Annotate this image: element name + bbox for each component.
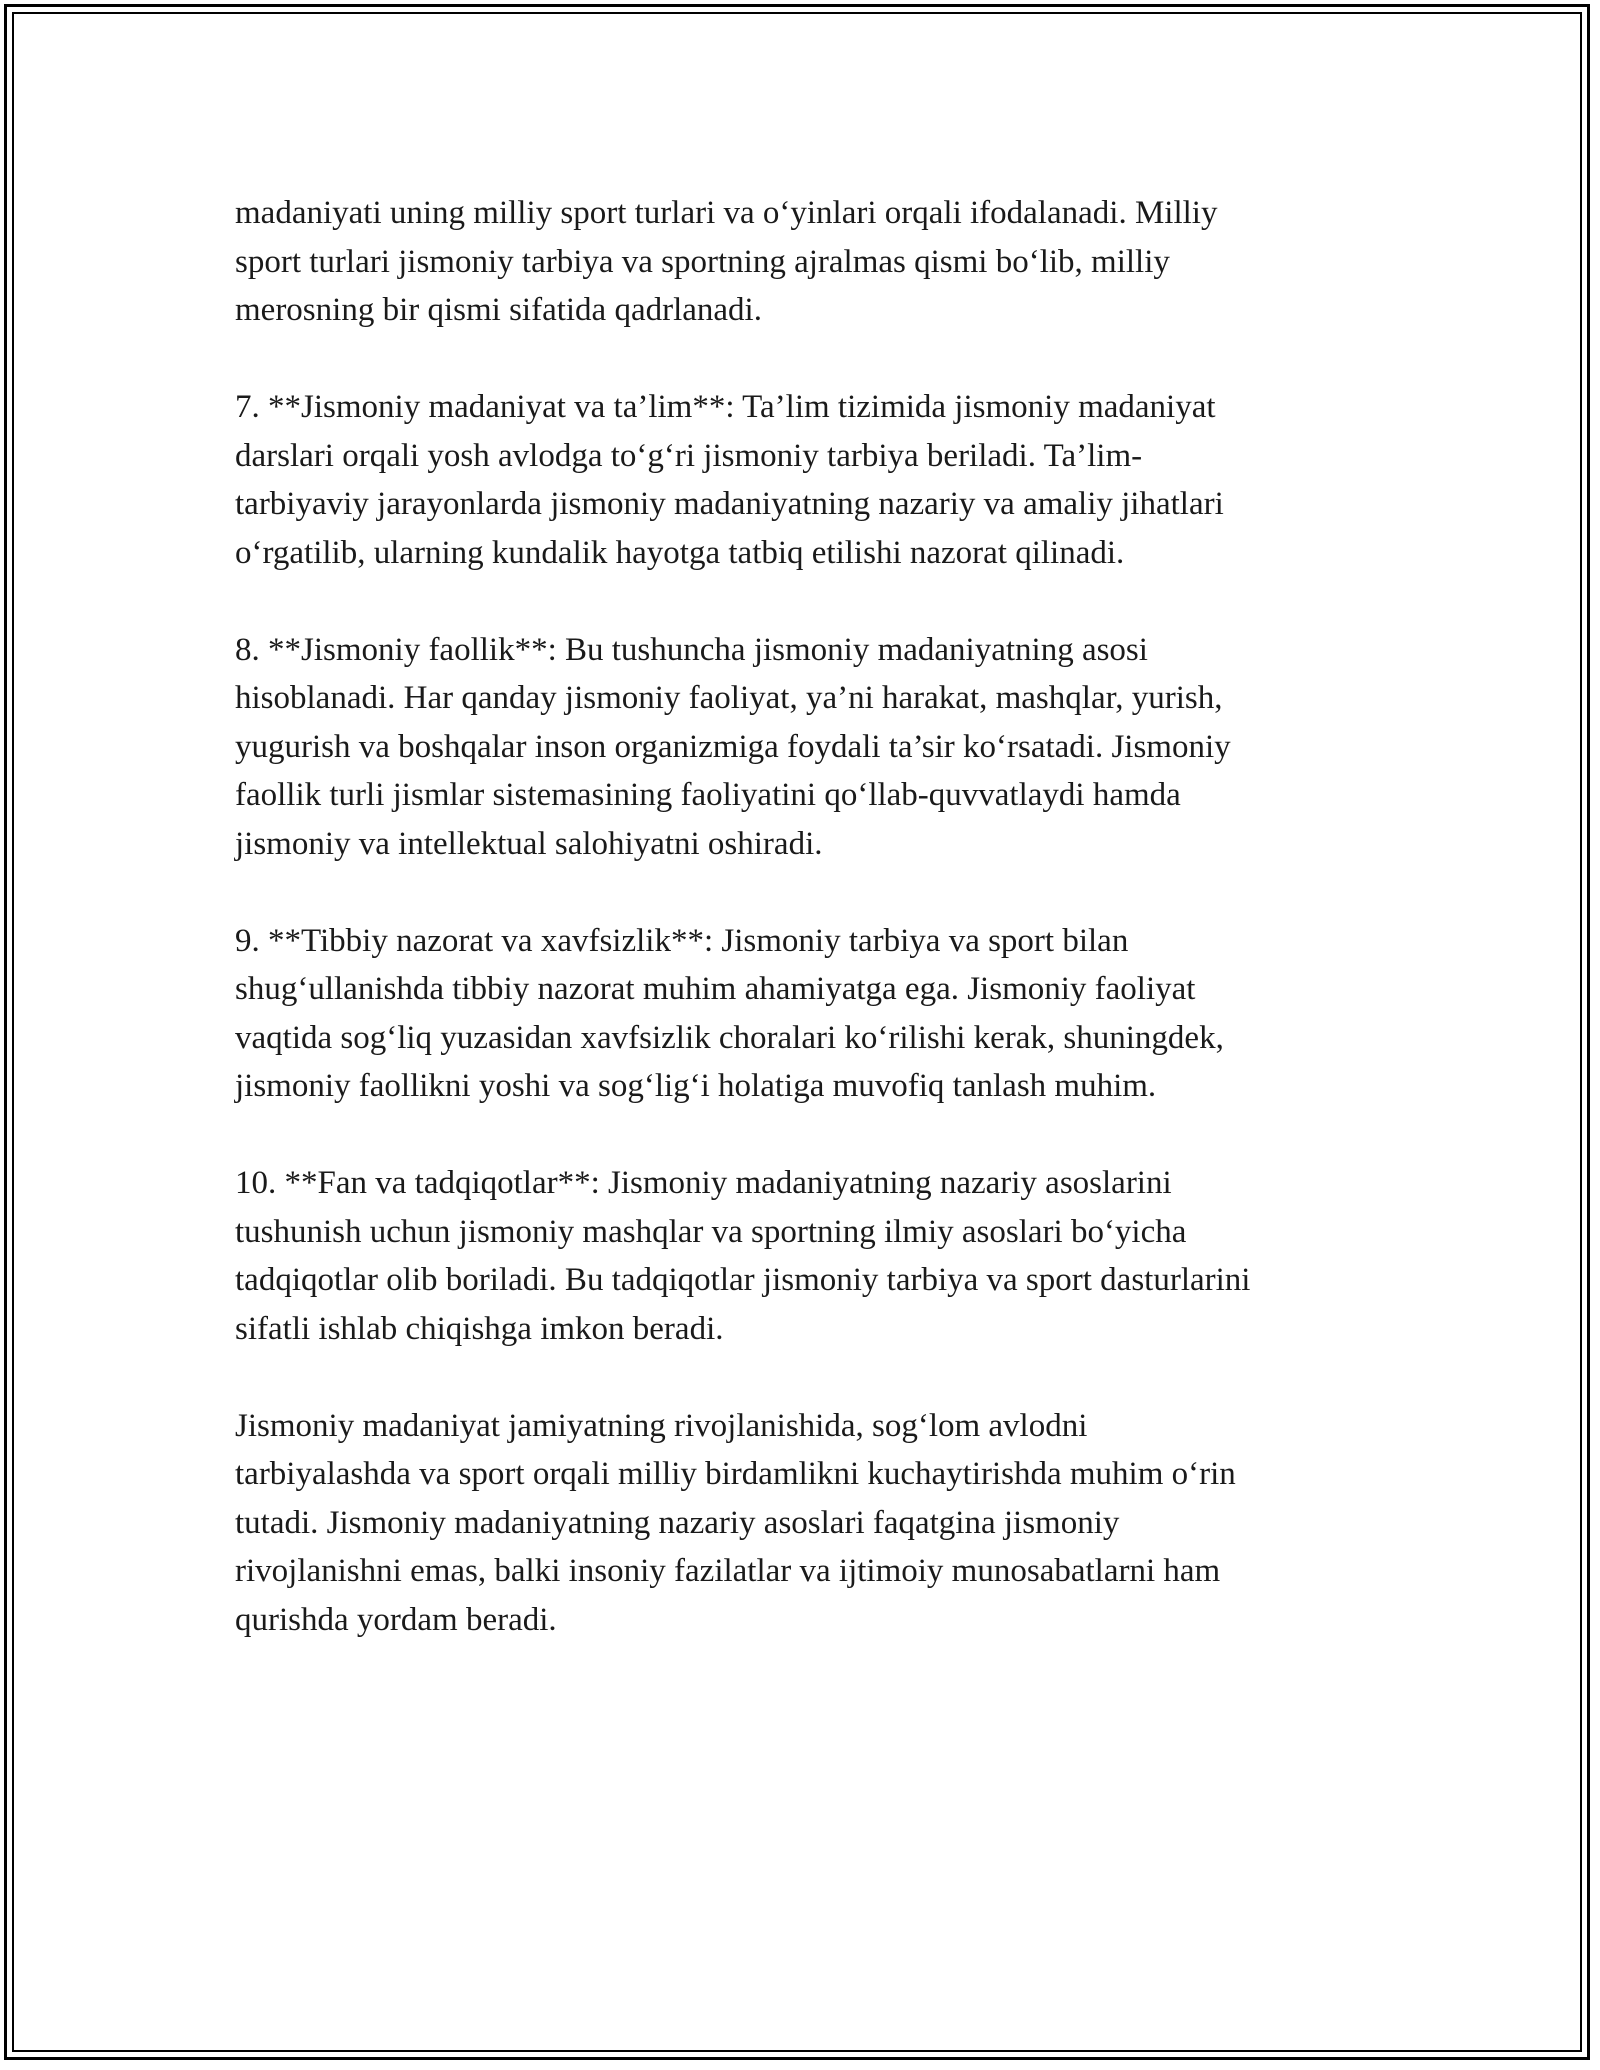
text-line: madaniyati uning milliy sport turlari va o‘yinlari orqali ifodalanadi. Milliy xyxy=(235,195,1218,231)
paragraph-item-9 xyxy=(235,917,1385,1111)
document-body xyxy=(235,189,1385,1693)
text-line: 8. **Jismoniy faollik**: Bu tushuncha jismoniy madaniyatning asosi xyxy=(235,631,1148,668)
text-line: vaqtida sog‘liq yuzasidan xavfsizlik choralari ko‘rilishi kerak, shuningdek, xyxy=(235,1019,1224,1056)
text-line: tadqiqotlar olib boriladi. Bu tadqiqotlar jismoniy tarbiya va sport dasturlarini xyxy=(235,1262,1251,1298)
text-line: o‘rgatilib, ularning kundalik hayotga tatbiq etilishi nazorat qilinadi. xyxy=(235,534,1125,571)
text-line: sport turlari jismoniy tarbiya va sportning ajralmas qismi bo‘lib, milliy xyxy=(235,243,1170,280)
text-line: qurishda yordam beradi. xyxy=(235,1601,557,1638)
text-line: sifatli ishlab chiqishga imkon beradi. xyxy=(235,1310,724,1347)
text-line: Jismoniy madaniyat jamiyatning rivojlanishida, sog‘lom avlodni xyxy=(235,1407,1088,1444)
text-line: tarbiyalashda va sport orqali milliy birdamlikni kuchaytirishda muhim o‘rin xyxy=(235,1456,1236,1492)
text-line: tarbiyaviy jarayonlarda jismoniy madaniyatning nazariy va amaliy jihatlari xyxy=(235,486,1224,522)
paragraph-item-7 xyxy=(235,383,1385,577)
text-line: merosning bir qismi sifatida qadrlanadi. xyxy=(235,292,762,328)
text-line: rivojlanishni emas, balki insoniy fazilatlar va ijtimoiy munosabatlarni ham xyxy=(235,1553,1221,1589)
paragraph-item-10 xyxy=(235,1159,1385,1353)
text-line: tushunish uchun jismoniy mashqlar va sportning ilmiy asoslari bo‘yicha xyxy=(235,1213,1187,1250)
text-line: 10. **Fan va tadqiqotlar**: Jismoniy madaniyatning nazariy asoslarini xyxy=(235,1165,1172,1201)
text-line: 9. **Tibbiy nazorat va xavfsizlik**: Jismoniy tarbiya va sport bilan xyxy=(235,922,1129,959)
text-line: tutadi. Jismoniy madaniyatning nazariy asoslari faqatgina jismoniy xyxy=(235,1504,1120,1541)
text-line: jismoniy faollikni yoshi va sog‘lig‘i holatiga muvofiq tanlash muhim. xyxy=(235,1068,1157,1104)
text-line: darslari orqali yosh avlodga to‘g‘ri jismoniy tarbiya beriladi. Ta’lim- xyxy=(235,437,1143,474)
paragraph-conclusion xyxy=(235,1402,1385,1645)
text-line: shug‘ullanishda tibbiy nazorat muhim ahamiyatga ega. Jismoniy faoliyat xyxy=(235,971,1196,1007)
text-line: 7. **Jismoniy madaniyat va ta’lim**: Ta’lim tizimida jismoniy madaniyat xyxy=(235,389,1216,425)
text-line: yugurish va boshqalar inson organizmiga foydali ta’sir ko‘rsatadi. Jismoniy xyxy=(235,728,1231,765)
paragraph-item-8 xyxy=(235,626,1385,869)
text-line: hisoblanadi. Har qanday jismoniy faoliyat, ya’ni harakat, mashqlar, yurish, xyxy=(235,680,1223,716)
paragraph-intro-continuation xyxy=(235,189,1385,335)
text-line: faollik turli jismlar sistemasining faoliyatini qo‘llab-quvvatlaydi hamda xyxy=(235,777,1181,813)
text-line: jismoniy va intellektual salohiyatni oshiradi. xyxy=(235,825,823,862)
